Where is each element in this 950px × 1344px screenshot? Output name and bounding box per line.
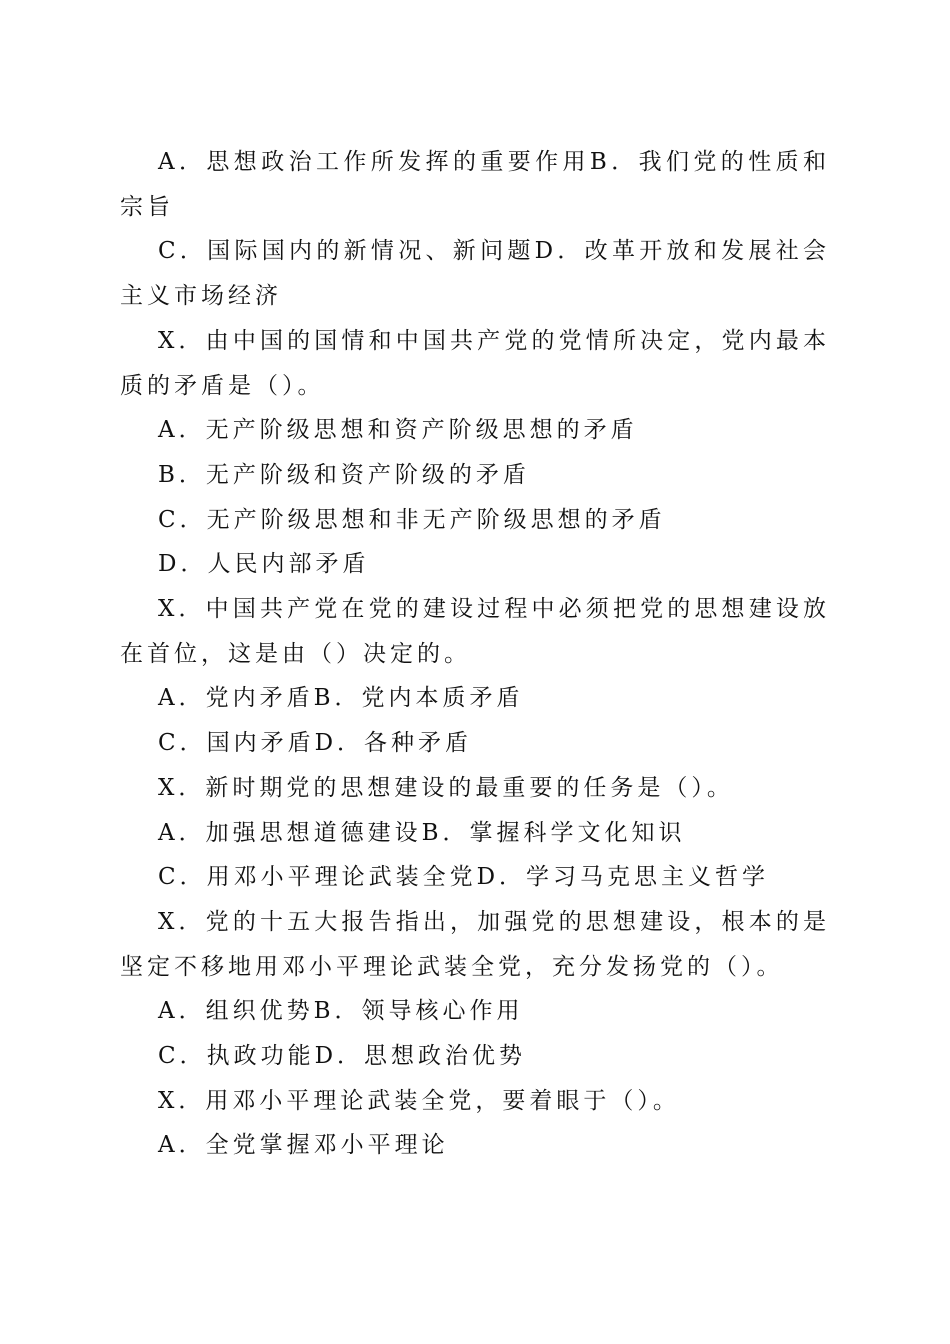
option-line: C．执政功能D．思想政治优势 — [158, 1043, 527, 1070]
question-line: X．由中国的国情和中国共产党的党情所决定，党内最本质的矛盾是（）。 — [120, 327, 830, 399]
option-line: B．无产阶级和资产阶级的矛盾 — [158, 461, 530, 488]
question-line: X．中国共产党在党的建设过程中必须把党的思想建设放在首位，这是由（）决定的。 — [120, 596, 830, 667]
option-line: C．国内矛盾D．各种矛盾 — [158, 730, 473, 757]
option-line: A．全党掌握邓小平理论 — [158, 1132, 449, 1159]
question-line: X．用邓小平理论武装全党，要着眼于（）。 — [158, 1087, 680, 1114]
option-line: A．加强思想道德建设B．掌握科学文化知识 — [158, 819, 686, 846]
option-line: A．思想政治工作所发挥的重要作用B．我们党的性质和宗旨 — [120, 149, 830, 220]
option-line: A．党内矛盾B．党内本质矛盾 — [158, 685, 524, 712]
option-line: A．无产阶级思想和资产阶级思想的矛盾 — [158, 417, 638, 444]
option-line: C．国际国内的新情况、新问题D．改革开放和发展社会主义市场经济 — [120, 238, 830, 310]
option-line: A．组织优势B．领导核心作用 — [158, 998, 524, 1025]
question-line: X．新时期党的思想建设的最重要的任务是（）。 — [158, 774, 734, 801]
option-line: C．无产阶级思想和非无产阶级思想的矛盾 — [158, 506, 666, 533]
document-body — [120, 140, 830, 1168]
option-line: C．用邓小平理论武装全党D．学习马克思主义哲学 — [158, 864, 770, 891]
option-line: D．人民内部矛盾 — [158, 551, 370, 578]
question-line: X．党的十五大报告指出，加强党的思想建设，根本的是坚定不移地用邓小平理论武装全党，充分发扬党的（）。 — [120, 908, 830, 980]
